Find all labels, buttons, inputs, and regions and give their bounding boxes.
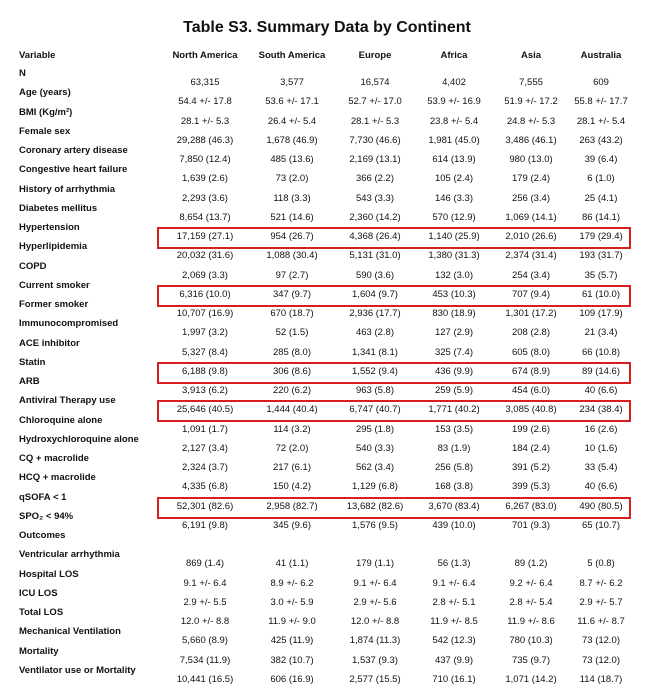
table-cell: 53.9 +/- 16.9	[427, 96, 481, 108]
table-cell: 40 (6.6)	[584, 481, 618, 493]
row-label: SPO₂ < 94%	[19, 510, 74, 522]
table-row	[0, 68, 654, 87]
table-cell: 10,441 (16.5)	[176, 673, 234, 685]
table-cell: 11.6 +/- 8.7	[577, 616, 625, 627]
table-cell: 254 (3.4)	[511, 269, 551, 281]
table-cell: 217 (6.1)	[272, 462, 312, 473]
table-row	[0, 453, 654, 472]
column-header-europe: Europe	[358, 50, 392, 61]
table-cell: 114 (18.7)	[579, 673, 623, 685]
column-header-south-america: South America	[258, 50, 326, 61]
column-header-north-america: North America	[172, 50, 238, 61]
table-cell: 83 (1.9)	[437, 442, 471, 454]
column-header-variable: Variable	[19, 50, 56, 61]
table-cell: 1,771 (40.2)	[428, 404, 480, 416]
table-cell: 707 (9.4)	[511, 288, 551, 300]
table-row	[0, 511, 654, 530]
table-cell: 325 (7.4)	[434, 346, 474, 358]
row-label: Antiviral Therapy use	[19, 395, 116, 407]
table-cell: 670 (18.7)	[270, 308, 314, 319]
table-cell: 439 (10.0)	[432, 519, 476, 531]
table-cell: 9.1 +/- 6.4	[183, 577, 227, 589]
table-cell: 2,374 (31.4)	[505, 250, 557, 262]
row-label: CQ + macrolide	[19, 453, 89, 464]
table-cell: 12.0 +/- 8.8	[180, 616, 230, 627]
table-cell: 16 (2.6)	[584, 423, 618, 435]
table-cell: 179 (1.1)	[355, 558, 395, 570]
table-cell: 674 (8.9)	[511, 365, 551, 377]
table-cell: 366 (2.2)	[355, 173, 395, 185]
table-row	[0, 434, 654, 453]
table-cell: 52.7 +/- 17.0	[348, 96, 402, 108]
table-cell: 109 (17.9)	[579, 308, 623, 319]
column-header-australia: Australia	[580, 50, 622, 61]
table-cell: 954 (26.7)	[270, 231, 314, 242]
table-row	[0, 472, 654, 491]
table-row	[0, 338, 654, 357]
table-cell: 16,574	[360, 77, 390, 88]
table-cell: 2.8 +/- 5.4	[509, 596, 553, 608]
table-cell: 6,191 (9.8)	[182, 519, 228, 531]
table-cell: 25 (4.1)	[584, 192, 618, 204]
row-label: Hydroxychloroquine alone	[19, 433, 139, 445]
table-cell: 540 (3.3)	[355, 442, 395, 454]
table-cell: 1,088 (30.4)	[266, 250, 318, 262]
table-row	[0, 126, 654, 145]
table-cell: 437 (9.9)	[434, 654, 474, 666]
table-cell: 28.1 +/- 5.3	[350, 115, 400, 127]
table-cell: 2,010 (26.6)	[505, 231, 557, 242]
table-cell: 6,267 (83.0)	[505, 500, 557, 512]
row-label: Congestive heart failure	[19, 164, 128, 176]
table-cell: 53.6 +/- 17.1	[265, 96, 319, 108]
table-cell: 1,380 (31.3)	[428, 250, 480, 262]
table-cell: 13,682 (82.6)	[346, 500, 404, 512]
table-cell: 1,140 (25.9)	[428, 231, 480, 242]
table-cell: 1,997 (3.2)	[182, 327, 228, 339]
table-cell: 63,315	[190, 77, 220, 88]
row-label: N	[19, 68, 26, 79]
table-cell: 9.1 +/- 6.4	[432, 577, 476, 589]
table-cell: 2.9 +/- 5.5	[183, 596, 227, 608]
table-row	[0, 203, 654, 222]
table-row	[0, 241, 654, 260]
table-cell: 3.0 +/- 5.9	[270, 596, 314, 608]
row-label: Mortality	[19, 645, 59, 657]
table-cell: 65 (10.7)	[581, 519, 621, 531]
table-cell: 2,360 (14.2)	[349, 211, 401, 223]
table-cell: 454 (6.0)	[511, 385, 551, 396]
table-cell: 114 (3.2)	[273, 423, 311, 435]
table-cell: 199 (2.6)	[511, 423, 551, 435]
table-cell: 830 (18.9)	[432, 308, 476, 319]
table-cell: 4,368 (26.4)	[349, 231, 401, 242]
table-cell: 7,555	[519, 77, 543, 88]
table-cell: 2,293 (3.6)	[182, 192, 228, 204]
table-cell: 3,577	[280, 77, 304, 88]
row-label: Female sex	[19, 125, 71, 137]
table-cell: 2,069 (3.3)	[182, 269, 228, 281]
table-cell: 51.9 +/- 17.2	[504, 96, 558, 108]
table-cell: 1,129 (6.8)	[352, 481, 398, 493]
table-cell: 1,071 (14.2)	[505, 673, 557, 685]
table-row	[0, 145, 654, 164]
table-cell: 259 (5.9)	[434, 385, 474, 396]
table-cell: 24.8 +/- 5.3	[506, 115, 556, 127]
row-label: Ventilator use or Mortality	[19, 664, 136, 676]
table-cell: 6,188 (9.8)	[182, 365, 228, 377]
row-label: Coronary artery disease	[19, 145, 128, 156]
table-cell: 6 (1.0)	[587, 173, 615, 185]
table-cell: 780 (10.3)	[509, 635, 553, 647]
table-row	[0, 107, 654, 126]
row-label: Diabetes mellitus	[19, 202, 98, 214]
row-label: Age (years)	[19, 87, 71, 99]
row-label: Chloroquine alone	[19, 414, 103, 426]
row-label: Former smoker	[19, 299, 89, 310]
table-cell: 208 (2.8)	[511, 327, 551, 339]
table-row	[0, 184, 654, 203]
table-cell: 4,335 (6.8)	[182, 481, 228, 493]
row-label: qSOFA < 1	[19, 491, 67, 503]
table-cell: 89 (14.6)	[581, 365, 621, 377]
table-row	[0, 87, 654, 106]
table-cell: 1,874 (11.3)	[349, 635, 401, 647]
table-cell: 382 (10.7)	[270, 654, 314, 666]
table-cell: 614 (13.9)	[432, 154, 476, 165]
table-cell: 570 (12.9)	[432, 211, 476, 223]
table-cell: 179 (29.4)	[579, 231, 623, 242]
table-cell: 7,850 (12.4)	[179, 154, 231, 165]
table-cell: 1,552 (9.4)	[352, 365, 398, 377]
table-cell: 425 (11.9)	[270, 635, 314, 647]
table-cell: 256 (5.8)	[434, 462, 474, 473]
row-label: Hospital LOS	[19, 568, 79, 580]
table-row	[0, 626, 654, 645]
table-cell: 10,707 (16.9)	[176, 308, 234, 319]
table-cell: 2.8 +/- 5.1	[432, 596, 476, 608]
row-label: ACE inhibitor	[19, 337, 80, 349]
row-label: Ventricular arrhythmia	[19, 549, 120, 561]
table-cell: 25,646 (40.5)	[176, 404, 234, 416]
table-cell: 55.8 +/- 17.7	[574, 96, 628, 108]
table-cell: 391 (5.2)	[511, 462, 551, 473]
table-cell: 1,537 (9.3)	[352, 654, 398, 666]
table-cell: 52 (1.5)	[275, 327, 309, 339]
table-cell: 56 (1.3)	[437, 558, 471, 570]
table-cell: 10 (1.6)	[584, 442, 618, 454]
table-cell: 2,324 (3.7)	[182, 462, 228, 473]
table-row	[0, 530, 654, 549]
table-cell: 23.8 +/- 5.4	[429, 115, 479, 127]
column-header-asia: Asia	[520, 50, 542, 61]
table-cell: 5,327 (8.4)	[182, 346, 228, 358]
table-cell: 1,639 (2.6)	[182, 173, 228, 185]
table-cell: 73 (2.0)	[275, 173, 309, 185]
table-cell: 2,577 (15.5)	[349, 673, 401, 685]
table-cell: 184 (2.4)	[511, 442, 551, 454]
table-cell: 2,127 (3.4)	[182, 442, 228, 454]
table-cell: 1,981 (45.0)	[428, 134, 480, 146]
table-row	[0, 299, 654, 318]
table-cell: 2,169 (13.1)	[349, 154, 401, 165]
table-cell: 1,091 (1.7)	[182, 423, 228, 435]
table-cell: 179 (2.4)	[511, 173, 551, 185]
table-cell: 12.0 +/- 8.8	[350, 616, 400, 627]
table-cell: 9.1 +/- 6.4	[353, 577, 397, 589]
row-label: Hyperlipidemia	[19, 241, 88, 253]
table-cell: 8.9 +/- 6.2	[270, 577, 314, 589]
table-row	[0, 607, 654, 626]
table-cell: 86 (14.1)	[581, 211, 621, 223]
table-cell: 146 (3.3)	[434, 192, 474, 204]
table-cell: 347 (9.7)	[272, 288, 312, 300]
table-cell: 453 (10.3)	[432, 288, 476, 300]
table-cell: 61 (10.0)	[581, 288, 621, 300]
table-cell: 1,576 (9.5)	[352, 519, 398, 531]
table-cell: 21 (3.4)	[584, 327, 618, 339]
table-cell: 7,534 (11.9)	[179, 654, 231, 666]
table-cell: 306 (8.6)	[272, 365, 312, 377]
row-label: BMI (Kg/m²)	[19, 106, 73, 118]
table-cell: 11.9 +/- 8.6	[507, 616, 555, 627]
table-cell: 3,913 (6.2)	[182, 385, 228, 396]
table-cell: 234 (38.4)	[579, 404, 623, 416]
table-title: Table S3. Summary Data by Continent	[183, 19, 471, 36]
row-label: Statin	[19, 356, 46, 368]
table-cell: 285 (8.0)	[272, 346, 312, 358]
table-row	[0, 318, 654, 337]
table-cell: 54.4 +/- 17.8	[178, 96, 232, 108]
table-cell: 118 (3.3)	[273, 192, 311, 204]
table-cell: 41 (1.1)	[275, 558, 309, 570]
row-label: COPD	[19, 260, 47, 272]
table-cell: 89 (1.2)	[514, 558, 548, 570]
table-cell: 11.9 +/- 9.0	[268, 616, 316, 627]
table-cell: 963 (5.8)	[355, 385, 395, 396]
table-cell: 73 (12.0)	[581, 654, 621, 666]
table-row	[0, 164, 654, 183]
table-cell: 609	[593, 77, 609, 88]
table-cell: 980 (13.0)	[509, 154, 553, 165]
table-cell: 66 (10.8)	[581, 346, 621, 358]
table-cell: 295 (1.8)	[355, 423, 395, 435]
table-cell: 3,486 (46.1)	[505, 134, 557, 146]
table-cell: 542 (12.3)	[432, 635, 476, 647]
table-cell: 263 (43.2)	[579, 134, 623, 146]
table-cell: 5,660 (8.9)	[182, 635, 228, 647]
table-row	[0, 261, 654, 280]
table-cell: 2,958 (82.7)	[266, 500, 318, 512]
table-cell: 3,670 (83.4)	[428, 500, 480, 512]
table-cell: 605 (8.0)	[511, 346, 551, 358]
table-cell: 2.9 +/- 5.6	[353, 596, 397, 608]
table-cell: 701 (9.3)	[511, 519, 551, 531]
table-cell: 1,678 (46.9)	[266, 134, 318, 146]
table-row	[0, 415, 654, 434]
table-cell: 1,341 (8.1)	[352, 346, 398, 358]
table-cell: 9.2 +/- 6.4	[509, 577, 553, 589]
row-label: ARB	[19, 376, 40, 387]
table-cell: 39 (6.4)	[584, 154, 618, 165]
table-cell: 6,747 (40.7)	[349, 404, 401, 416]
table-cell: 127 (2.9)	[434, 327, 474, 339]
table-cell: 4,402	[442, 77, 466, 88]
table-cell: 543 (3.3)	[355, 192, 395, 204]
table-cell: 735 (9.7)	[511, 654, 551, 666]
table-cell: 5,131 (31.0)	[349, 250, 401, 262]
table-cell: 6,316 (10.0)	[179, 288, 231, 300]
table-cell: 153 (3.5)	[434, 423, 474, 435]
table-cell: 606 (16.9)	[270, 673, 314, 685]
table-cell: 132 (3.0)	[434, 269, 474, 281]
table-cell: 8.7 +/- 6.2	[579, 577, 623, 589]
table-cell: 105 (2.4)	[434, 173, 474, 185]
table-cell: 26.4 +/- 5.4	[267, 115, 317, 127]
column-header-africa: Africa	[440, 50, 468, 61]
row-label: Mechanical Ventilation	[19, 626, 121, 638]
table-cell: 1,604 (9.7)	[352, 288, 398, 300]
table-cell: 399 (5.3)	[511, 481, 551, 493]
row-label: HCQ + macrolide	[19, 472, 96, 484]
table-cell: 73 (12.0)	[581, 635, 621, 647]
row-label: Total LOS	[19, 607, 64, 618]
row-label: History of arrhythmia	[19, 183, 116, 195]
table-cell: 28.1 +/- 5.4	[576, 115, 626, 127]
table-cell: 8,654 (13.7)	[179, 211, 231, 223]
table-cell: 29,288 (46.3)	[176, 134, 234, 146]
row-label: Outcomes	[19, 530, 66, 541]
row-label: ICU LOS	[19, 587, 58, 599]
table-row	[0, 376, 654, 395]
table-cell: 590 (3.6)	[355, 269, 395, 281]
table-row	[0, 549, 654, 568]
table-cell: 3,085 (40.8)	[505, 404, 557, 416]
table-cell: 485 (13.6)	[270, 154, 314, 165]
table-cell: 35 (5.7)	[584, 269, 618, 281]
table-row	[0, 665, 654, 684]
row-label: Current smoker	[19, 279, 90, 291]
table-cell: 463 (2.8)	[355, 327, 395, 339]
table-cell: 7,730 (46.6)	[349, 134, 401, 146]
table-row	[0, 646, 654, 665]
table-cell: 72 (2.0)	[275, 442, 309, 454]
table-cell: 28.1 +/- 5.3	[180, 115, 230, 127]
table-cell: 1,444 (40.4)	[266, 404, 318, 416]
table-cell: 2.9 +/- 5.7	[579, 596, 623, 608]
table-cell: 2,936 (17.7)	[349, 308, 401, 319]
table-cell: 33 (5.4)	[584, 462, 618, 473]
table-cell: 345 (9.6)	[272, 519, 312, 531]
row-label: Hypertension	[19, 222, 80, 233]
table-cell: 521 (14.6)	[270, 211, 314, 223]
table-cell: 220 (6.2)	[272, 385, 312, 396]
table-cell: 562 (3.4)	[355, 462, 395, 473]
table-cell: 710 (16.1)	[432, 673, 476, 685]
table-cell: 869 (1.4)	[185, 558, 225, 570]
table-cell: 256 (3.4)	[511, 192, 551, 204]
table-cell: 436 (9.9)	[434, 365, 474, 377]
table-row	[0, 569, 654, 588]
table-cell: 40 (6.6)	[584, 385, 618, 396]
table-cell: 5 (0.8)	[587, 558, 615, 570]
table-cell: 52,301 (82.6)	[176, 500, 234, 512]
table-cell: 150 (4.2)	[272, 481, 312, 493]
table-cell: 97 (2.7)	[275, 269, 309, 281]
table-cell: 193 (31.7)	[579, 250, 623, 262]
table-cell: 11.9 +/- 8.5	[430, 616, 478, 627]
table-cell: 1,069 (14.1)	[505, 211, 557, 223]
table-cell: 168 (3.8)	[434, 481, 474, 493]
table-cell: 20,032 (31.6)	[176, 250, 234, 262]
table-row	[0, 588, 654, 607]
table-cell: 490 (80.5)	[579, 500, 623, 512]
row-label: Immunocompromised	[19, 318, 119, 330]
table-cell: 17,159 (27.1)	[176, 231, 234, 242]
table-cell: 1,301 (17.2)	[505, 308, 557, 319]
